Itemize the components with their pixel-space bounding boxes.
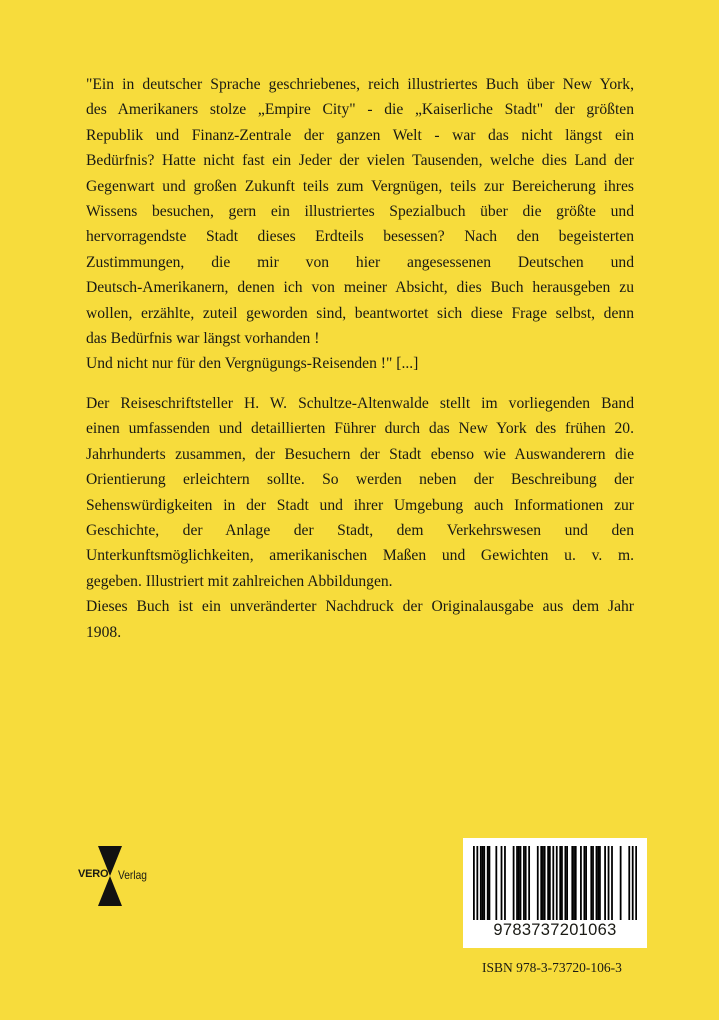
barcode-bar xyxy=(608,846,610,920)
quote-line: das Bedürfnis war längst vorhanden ! xyxy=(86,330,320,348)
barcode-bar xyxy=(559,846,561,920)
barcode-bar xyxy=(604,846,606,920)
barcode-bar xyxy=(528,846,530,920)
barcode-bar xyxy=(523,846,525,920)
barcode-bar xyxy=(495,846,497,920)
barcode-bar xyxy=(501,846,503,920)
barcode-bar xyxy=(556,846,558,920)
publisher-logo xyxy=(78,846,158,906)
barcode-bar xyxy=(520,846,522,920)
quote-line: Gegenwart und großen Zukunft teils zum Vergnügen, teils zur Bereicherung ihres xyxy=(86,177,634,195)
barcode-bar xyxy=(483,846,485,920)
description-line: Unterkunftsmöglichkeiten, amerikanischen Maßen und Gewichten u. v. m. xyxy=(86,547,634,565)
barcode-bar xyxy=(480,846,482,920)
barcode-bar xyxy=(540,846,542,920)
quote-line: Deutsch-Amerikanern, denen ich von meiner Absicht, dies Buch herausgeben zu xyxy=(86,279,634,297)
logo-text-vero: VERO xyxy=(78,868,109,880)
quote-line: des Amerikaners stolze „Empire City" - die „Kaiserliche Stadt" der größten xyxy=(86,101,634,119)
quote-line: Und nicht nur für den Vergnügungs-Reisenden !" [...] xyxy=(86,355,419,373)
book-description xyxy=(86,391,634,645)
barcode-bar xyxy=(516,846,518,920)
barcode-bar xyxy=(585,846,587,920)
barcode-bar xyxy=(561,846,563,920)
barcode-bar xyxy=(597,846,599,920)
description-line: Sehenswürdigkeiten in der Stadt und ihrer Umgebung auch Informationen zur xyxy=(86,496,634,514)
barcode-bar xyxy=(635,846,637,920)
quote-line: Bedürfnis? Hatte nicht fast ein Jeder der vielen Tausenden, welche dies Land der xyxy=(86,152,634,170)
barcode-bar xyxy=(592,846,594,920)
barcode-bar xyxy=(632,846,634,920)
publisher-quote xyxy=(86,72,634,377)
barcode-bar xyxy=(549,846,551,920)
quote-line: wollen, erzählte, zuteil geworden sind, beantwortet sich diese Frage selbst, denn xyxy=(86,304,634,322)
barcode-bar xyxy=(552,846,554,920)
barcode-bar xyxy=(525,846,527,920)
barcode-bar xyxy=(590,846,592,920)
description-line: Jahrhunderts zusammen, der Besuchern der Stadt ebenso wie Auswanderern die xyxy=(86,445,634,463)
description-line: einen umfassenden und detaillierten Führer durch das New York des frühen 20. xyxy=(86,420,634,438)
barcode-bar xyxy=(575,846,577,920)
barcode-bar xyxy=(547,846,549,920)
barcode-bar xyxy=(566,846,568,920)
barcode-bar xyxy=(482,846,484,920)
description-line: Orientierung erleichtern sollte. So werden neben der Beschreibung der xyxy=(86,471,634,489)
barcode xyxy=(463,838,647,948)
description-line: 1908. xyxy=(86,623,122,641)
description-line: Geschichte, der Anlage der Stadt, dem Verkehrswesen und den xyxy=(86,522,634,540)
barcode-bar xyxy=(611,846,613,920)
barcode-bar xyxy=(489,846,491,920)
description-line: Der Reiseschriftsteller H. W. Schultze-Altenwalde stellt im vorliegenden Band xyxy=(86,395,634,412)
barcode-bar xyxy=(583,846,585,920)
barcode-bar xyxy=(473,846,475,920)
barcode-bar xyxy=(542,846,544,920)
barcode-bar xyxy=(476,846,478,920)
barcode-bar xyxy=(564,846,566,920)
description-line: gegeben. Illustriert mit zahlreichen Abbildungen. xyxy=(86,572,393,590)
barcode-bar xyxy=(599,846,601,920)
quote-line: hervorragendste Stadt dieses Erdteils besessen? Nach den begeisterten xyxy=(86,228,634,246)
quote-line: "Ein in deutscher Sprache geschriebenes, reich illustriertes Buch über New York, xyxy=(86,76,634,93)
barcode-bar xyxy=(504,846,506,920)
barcode-bar xyxy=(544,846,546,920)
quote-line: Republik und Finanz-Zentrale der ganzen Welt - war das nicht längst ein xyxy=(86,126,634,144)
barcode-bar xyxy=(620,846,622,920)
logo-text-verlag: Verlag xyxy=(118,868,147,882)
barcode-bar xyxy=(628,846,630,920)
barcode-bar xyxy=(537,846,539,920)
description-line: Dieses Buch ist ein unveränderter Nachdruck der Originalausgabe aus dem Jahr xyxy=(86,598,634,616)
quote-line: Zustimmungen, die mir von hier angesessenen Deutschen und xyxy=(86,253,634,271)
barcode-bar xyxy=(513,846,515,920)
quote-line: Wissens besuchen, gern ein illustriertes Spezialbuch über die größte und xyxy=(86,203,634,221)
barcode-bars xyxy=(473,846,637,920)
barcode-bar xyxy=(580,846,582,920)
barcode-bar xyxy=(596,846,598,920)
barcode-bar xyxy=(487,846,489,920)
barcode-bar xyxy=(573,846,575,920)
barcode-bar xyxy=(571,846,573,920)
isbn-number: ISBN 978-3-73720-106-3 xyxy=(482,960,622,975)
barcode-bar xyxy=(518,846,520,920)
barcode-digits: 9783737201063 xyxy=(493,921,617,939)
